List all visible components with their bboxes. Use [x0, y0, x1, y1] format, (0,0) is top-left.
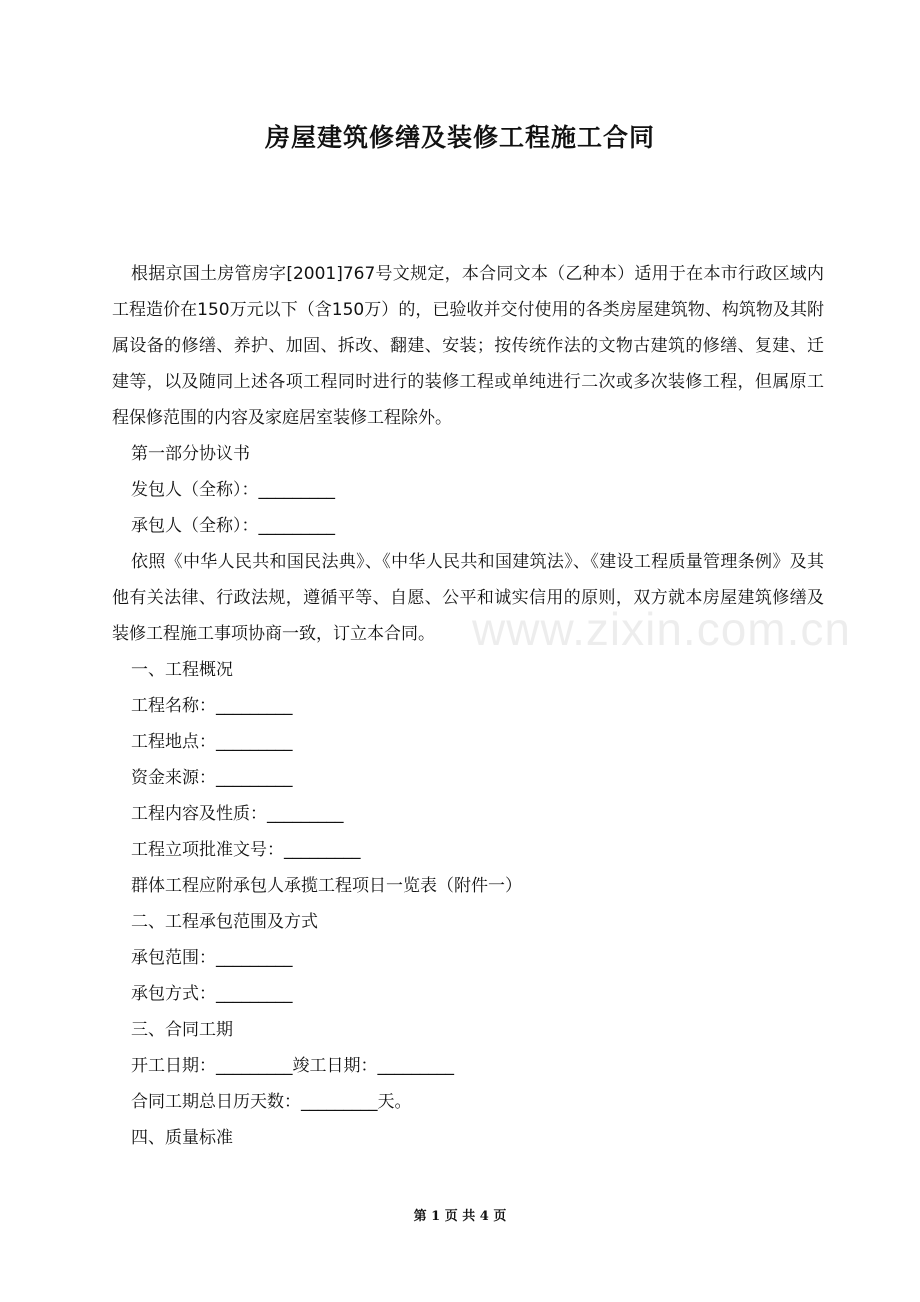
nature-line: 工程内容及性质：_________	[131, 804, 344, 824]
page-footer: 第 1 页 共 4 页	[413, 1209, 507, 1224]
section1-heading: 一、工程概况	[131, 660, 233, 680]
funding-line: 资金来源：_________	[131, 768, 293, 788]
project-name-line: 工程名称：_________	[131, 696, 293, 716]
watermark: www.zixin.com.cn	[472, 603, 851, 655]
method-line: 承包方式：_________	[131, 984, 293, 1004]
contractor-line: 承包人（全称）：_________	[131, 516, 335, 536]
project-location-line: 工程地点：_________	[131, 732, 293, 752]
intro-paragraph: 根据京国土房管房字[2001]767号文规定，本合同文本（乙种本）适用于在本市行政区域内工程造价在150万元以下（含150万）的，已验收并交付使用的各类房屋建筑物、构筑物及其附属设备的修缮、养护、加固、拆改、翻建、安装；按传统作法的文物古建筑的修缮、复建、迁建等，以及随同上述各项工程同时进行的装修工程或单纯进行二次或多次装修工程，但属原工程保修范围的内容及家庭居室装修工程除外。	[112, 264, 824, 428]
group-project-line: 群体工程应附承包人承揽工程项日一览表（附件一）	[131, 876, 522, 896]
document-body	[112, 256, 824, 1156]
section4-heading: 四、质量标准	[131, 1128, 233, 1148]
document-title: 房屋建筑修缮及装修工程施工合同	[264, 123, 655, 152]
employer-line: 发包人（全称）：_________	[131, 480, 335, 500]
section3-heading: 三、合同工期	[131, 1020, 233, 1040]
scope-line: 承包范围：_________	[131, 948, 293, 968]
total-days-line: 合同工期总日历天数：_________天。	[131, 1092, 412, 1112]
part1-heading: 第一部分协议书	[131, 444, 250, 464]
dates-line: 开工日期：_________竣工日期：_________	[131, 1056, 454, 1076]
basis-paragraph: 依照《中华人民共和国民法典》、《中华人民共和国建筑法》、《建设工程质量管理条例》及其他有关法律、行政法规，遵循平等、自愿、公平和诚实信用的原则，双方就本房屋建筑修缮及装修工程施工事项协商一致，订立本合同。	[112, 552, 824, 644]
section2-heading: 二、工程承包范围及方式	[131, 912, 318, 932]
approval-line: 工程立项批准文号：_________	[131, 840, 361, 860]
